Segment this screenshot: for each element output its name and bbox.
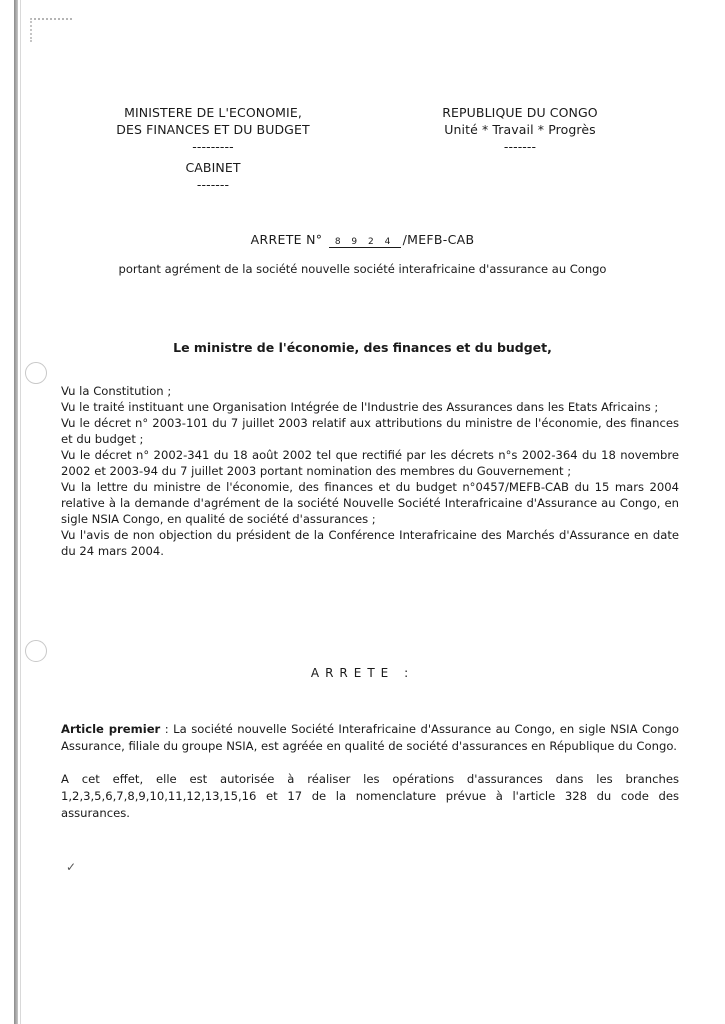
considerant: Vu la lettre du ministre de l'économie, des finances et du budget n°0457/MEFB-CAB du 15 mars 2004 relative à la demande d'agrément de la société Nouvelle Société Interafricaine d'Assurance au Congo, en sigle NSIA Congo, en qualité de société d'assurances ;	[61, 480, 679, 526]
scan-binding-line	[20, 0, 21, 1024]
minister-line: Le ministre de l'économie, des finances et du budget,	[173, 340, 552, 355]
cabinet-separator: -------	[196, 177, 230, 192]
ministry-line-2: DES FINANCES ET DU BUDGET	[116, 122, 310, 137]
title-suffix: /MEFB-CAB	[402, 232, 475, 247]
title-prefix: ARRETE N°	[250, 232, 323, 247]
ministry-header	[88, 104, 338, 193]
article-premier	[61, 721, 679, 755]
article-text: : La société nouvelle Société Interafricaine d'Assurance au Congo, en sigle NSIA Congo Assurance, filiale du groupe NSIA, est agréée en qualité de société d'assurances en République du Congo.	[61, 722, 680, 753]
article-lead: Article premier	[61, 722, 161, 736]
scan-binding-edge	[14, 0, 18, 1024]
considerant: Vu l'avis de non objection du président de la Conférence Interafricaine des Marchés d'Assurance en date du 24 mars 2004.	[61, 528, 679, 558]
pen-mark: ✓	[66, 860, 77, 874]
ministry-line-1: MINISTERE DE L'ECONOMIE,	[124, 105, 302, 120]
republic-header	[400, 104, 640, 155]
scan-corner-mark	[30, 18, 72, 42]
ministry-separator: ---------	[192, 139, 234, 154]
document-title	[0, 232, 725, 248]
decree-number: 8 9 2 4	[329, 237, 401, 248]
republic-separator: -------	[503, 139, 537, 154]
article-paragraph-2: A cet effet, elle est autorisée à réaliser les opérations d'assurances dans les branches 1,2,3,5,6,7,8,9,10,11,12,13,15,16 et 17 de la nomenclature prévue à l'article 328 du code des assurances.	[61, 772, 679, 820]
considerant: Vu le décret n° 2003-101 du 7 juillet 2003 relatif aux attributions du ministre de l'économie, des finances et du budget ;	[61, 416, 679, 446]
article-block	[61, 721, 679, 838]
considerant: Vu la Constitution ;	[61, 384, 172, 398]
republic-motto: Unité * Travail * Progrès	[444, 122, 596, 137]
punch-hole-top	[25, 362, 47, 384]
republic-name: REPUBLIQUE DU CONGO	[442, 105, 598, 120]
considerants-block	[61, 383, 679, 559]
punch-hole-bottom	[25, 640, 47, 662]
considerant: Vu le traité instituant une Organisation Intégrée de l'Industrie des Assurances dans les Etats Africains ;	[61, 400, 659, 414]
cabinet-label: CABINET	[185, 160, 241, 175]
document-subtitle: portant agrément de la société nouvelle société interafricaine d'assurance au Congo	[118, 262, 607, 276]
considerant: Vu le décret n° 2002-341 du 18 août 2002 tel que rectifié par les décrets n°s 2002-364 du 18 novembre 2002 et 2003-94 du 7 juillet 2003 portant nomination des membres du Gouvernement ;	[61, 448, 679, 478]
arrete-heading: ARRETE :	[310, 666, 415, 680]
